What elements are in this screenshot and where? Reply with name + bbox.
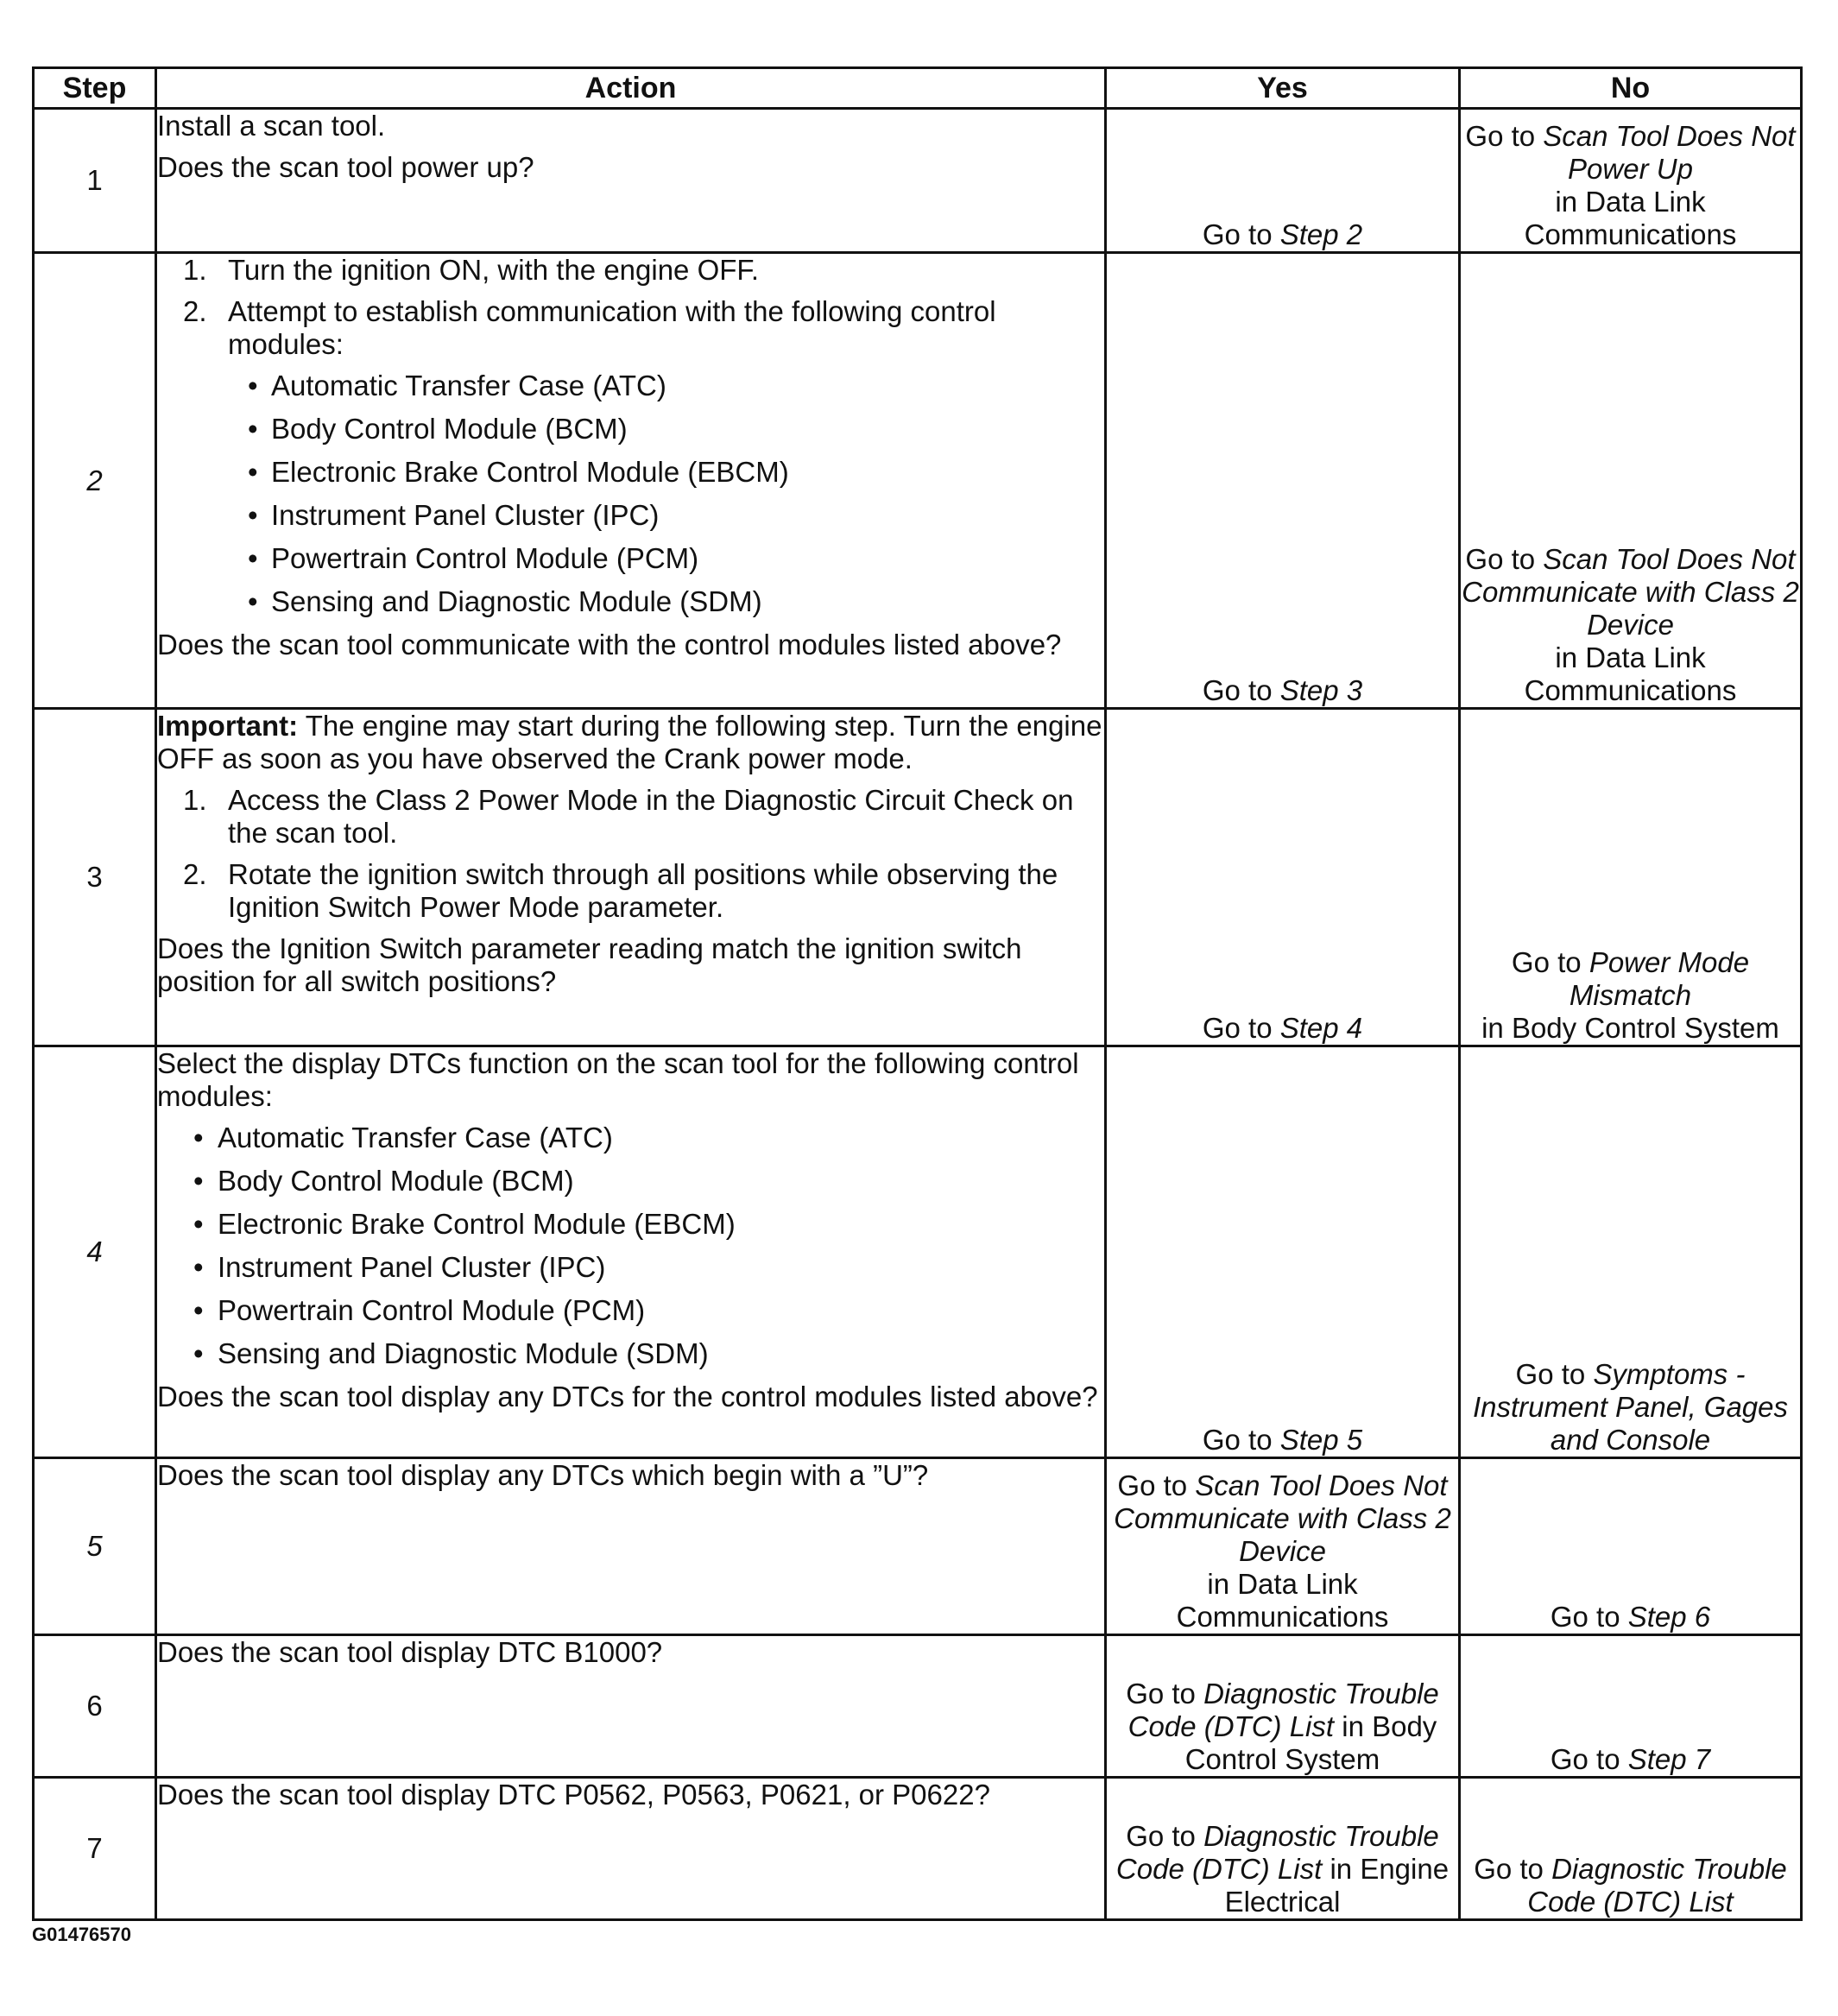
action-question: Does the Ignition Switch parameter reading match the ignition switch position for all switch positions? <box>157 932 1022 997</box>
action-cell <box>156 1458 1106 1635</box>
no-link[interactable]: Scan Tool Does Not Communicate with Class 2 Device <box>1462 543 1799 641</box>
list-item: 1. Access the Class 2 Power Mode in the Diagnostic Circuit Check on the scan tool. <box>183 784 1074 849</box>
table-row <box>34 1046 1802 1458</box>
table-row <box>34 1458 1802 1635</box>
no-link[interactable]: Scan Tool Does Not Power Up <box>1543 120 1796 185</box>
step-number: 2 <box>34 253 156 709</box>
list-item: • Automatic Transfer Case (ATC) <box>193 1122 613 1153</box>
yes-link[interactable]: Diagnostic Trouble Code (DTC) List <box>1115 1820 1439 1885</box>
step-number: 5 <box>34 1458 156 1635</box>
no-prefix: Go to <box>1515 1358 1594 1390</box>
list-item: 2. Rotate the ignition switch through all positions while observing the Ignition Switch Power Mode parameter. <box>183 858 1058 923</box>
list-item: • Sensing and Diagnostic Module (SDM) <box>248 585 762 617</box>
step-number: 7 <box>34 1778 156 1920</box>
yes-cell <box>1106 1635 1460 1778</box>
list-item: • Electronic Brake Control Module (EBCM) <box>193 1208 736 1240</box>
action-text: Install a scan tool. <box>157 110 386 142</box>
no-suffix: in Data Link Communications <box>1524 186 1737 250</box>
no-link[interactable]: Step 6 <box>1627 1601 1711 1633</box>
list-item: • Powertrain Control Module (PCM) <box>248 542 699 574</box>
list-item: • Instrument Panel Cluster (IPC) <box>248 499 660 531</box>
list-item: • Electronic Brake Control Module (EBCM) <box>248 456 789 488</box>
action-question: Does the scan tool communicate with the control modules listed above? <box>157 629 1062 660</box>
header-row <box>34 68 1802 109</box>
no-prefix: Go to <box>1550 1601 1628 1633</box>
list-item: • Sensing and Diagnostic Module (SDM) <box>193 1337 709 1369</box>
step-number: 4 <box>34 1046 156 1458</box>
no-link[interactable]: Power Mode Mismatch <box>1569 946 1750 1011</box>
step-number: 6 <box>34 1635 156 1778</box>
yes-suffix: in Engine Electrical <box>1224 1853 1450 1918</box>
list-item: • Automatic Transfer Case (ATC) <box>248 370 666 401</box>
no-cell <box>1460 1046 1802 1458</box>
no-prefix: Go to <box>1465 543 1544 575</box>
no-prefix: Go to <box>1465 120 1544 152</box>
no-prefix: Go to <box>1474 1853 1552 1885</box>
list-item: • Body Control Module (BCM) <box>248 413 628 445</box>
action-cell <box>156 253 1106 709</box>
yes-link[interactable]: Step 4 <box>1279 1012 1363 1044</box>
diagnostic-table <box>32 66 1803 1921</box>
important-label: Important: <box>157 710 299 742</box>
no-link[interactable]: Symptoms - Instrument Panel, Gages and Console <box>1472 1358 1789 1456</box>
action-cell <box>156 109 1106 253</box>
yes-link[interactable]: Step 3 <box>1279 674 1363 706</box>
yes-cell <box>1106 253 1460 709</box>
no-suffix: in Data Link Communications <box>1524 641 1737 706</box>
yes-prefix: Go to <box>1202 1012 1280 1044</box>
step-number: 1 <box>34 109 156 253</box>
no-cell <box>1460 1778 1802 1920</box>
yes-link[interactable]: Step 5 <box>1279 1424 1363 1456</box>
yes-cell <box>1106 1458 1460 1635</box>
header-no: No <box>1460 68 1802 109</box>
numbered-list <box>157 254 1104 361</box>
header-step: Step <box>34 68 156 109</box>
bullet-list <box>157 1122 1104 1370</box>
table-row <box>34 709 1802 1046</box>
yes-prefix: Go to <box>1202 1424 1280 1456</box>
header-yes: Yes <box>1106 68 1460 109</box>
no-link[interactable]: Diagnostic Trouble Code (DTC) List <box>1527 1853 1787 1918</box>
list-item: • Powertrain Control Module (PCM) <box>193 1294 646 1326</box>
table-row <box>34 1635 1802 1778</box>
no-cell <box>1460 109 1802 253</box>
no-cell <box>1460 709 1802 1046</box>
action-intro: Select the display DTCs function on the scan tool for the following control modules: <box>157 1047 1079 1112</box>
yes-prefix: Go to <box>1126 1678 1204 1709</box>
no-cell <box>1460 1635 1802 1778</box>
list-item: 1. Turn the ignition ON, with the engine OFF. <box>183 254 760 286</box>
yes-cell <box>1106 709 1460 1046</box>
no-prefix: Go to <box>1550 1743 1628 1775</box>
action-question: Does the scan tool display any DTCs which begin with a ”U”? <box>157 1459 929 1491</box>
yes-prefix: Go to <box>1126 1820 1204 1852</box>
action-cell <box>156 1635 1106 1778</box>
yes-link[interactable]: Diagnostic Trouble Code (DTC) List <box>1127 1678 1439 1742</box>
important-note <box>157 710 1104 775</box>
no-prefix: Go to <box>1511 946 1589 978</box>
yes-prefix: Go to <box>1202 674 1280 706</box>
action-cell <box>156 1778 1106 1920</box>
no-cell <box>1460 1458 1802 1635</box>
list-item: • Body Control Module (BCM) <box>193 1165 574 1197</box>
yes-cell <box>1106 109 1460 253</box>
list-item: 2. Attempt to establish communication with the following control modules: <box>183 295 996 360</box>
table-row <box>34 253 1802 709</box>
table-row <box>34 109 1802 253</box>
table-row <box>34 1778 1802 1920</box>
yes-cell <box>1106 1778 1460 1920</box>
bullet-list <box>157 370 1104 618</box>
no-cell <box>1460 253 1802 709</box>
numbered-list <box>157 784 1104 924</box>
yes-prefix: Go to <box>1117 1469 1196 1501</box>
action-question: Does the scan tool display DTC B1000? <box>157 1636 663 1668</box>
list-item: • Instrument Panel Cluster (IPC) <box>193 1251 606 1283</box>
action-question: Does the scan tool display DTC P0562, P0563, P0621, or P0622? <box>157 1779 990 1811</box>
no-link[interactable]: Step 7 <box>1627 1743 1711 1775</box>
figure-id: G01476570 <box>32 1924 131 1945</box>
yes-suffix: in Body Control System <box>1184 1710 1437 1775</box>
yes-cell <box>1106 1046 1460 1458</box>
important-text: The engine may start during the following step. Turn the engine OFF as soon as you have observed the Crank power mode. <box>157 710 1102 774</box>
action-question: Does the scan tool display any DTCs for the control modules listed above? <box>157 1381 1098 1412</box>
header-action: Action <box>156 68 1106 109</box>
no-suffix: in Body Control System <box>1481 1012 1779 1044</box>
yes-link[interactable]: Step 2 <box>1279 218 1363 250</box>
action-cell <box>156 709 1106 1046</box>
yes-prefix: Go to <box>1202 218 1280 250</box>
action-cell <box>156 1046 1106 1458</box>
step-number: 3 <box>34 709 156 1046</box>
yes-suffix: in Data Link Communications <box>1176 1568 1389 1633</box>
action-question: Does the scan tool power up? <box>157 151 534 183</box>
yes-link[interactable]: Scan Tool Does Not Communicate with Class 2 Device <box>1114 1469 1451 1567</box>
